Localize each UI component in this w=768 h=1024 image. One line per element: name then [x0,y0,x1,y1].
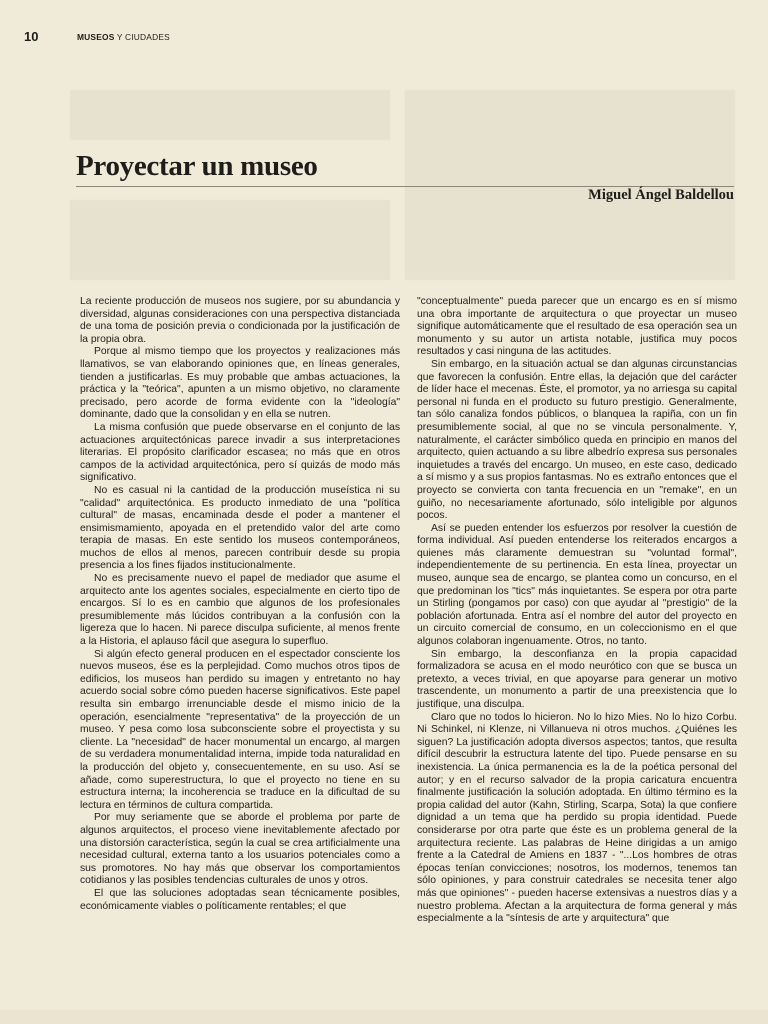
article-title: Proyectar un museo [76,150,318,182]
paragraph: Claro que no todos lo hicieron. No lo hizo Mies. No lo hizo Corbu. Ni Schinkel, ni Klenze, ni Villanueva ni otros muchos. ¿Quiénes les siguen? La justificación adopta diversos aspectos; tantos, que resulta difícil descubrir la estructura latente del tipo. Puede pensarse en su inexistencia. La única permanencia es la de la poética personal del autor; y en el recurso salvador de la propia caricatura encuentra finalmente justificación la solución adoptada. En último término es la propia calidad del autor (Kahn, Stirling, Scarpa, Sota) la que confiere dignidad a un tema que ha perdido su propia identidad. Puede considerarse por otra parte que éste es un problema general de la arquitectura reciente. Las palabras de Heine dirigidas a un amigo frente a la Catedral de Amiens en 1837 - "...Los hombres de otras épocas tenían convicciones; nosotros, los modernos, tenemos tan sólo opiniones, y para construir catedrales se necesita tener algo más que opiniones" - pueden hacerse extensivas a nuestros días y a nuestro problema. Afectan a la arquitectura de forma general y más especialmente a la "síntesis de arte y arquitectura" que [417,711,737,925]
paragraph: La misma confusión que puede observarse en el conjunto de las actuaciones arquitectónicas parece invadir a sus interpretaciones literarias. El propósito clarificador escasea; no más que en otros campos de la actividad arquitectónica, pero sí quizás de modo más significativo. [80,421,400,484]
running-head-section: MUSEOS [77,32,115,42]
show-through-left-top [70,90,390,140]
running-head-rest: Y CIUDADES [114,32,170,42]
running-head [77,32,170,42]
article-author: Miguel Ángel Baldellou [588,187,734,203]
paragraph: La reciente producción de museos nos sugiere, por su abundancia y diversidad, algunas consideraciones con una perspectiva distanciada de una toma de posición previa o condicionada por la justificación de la propia obra. [80,296,400,345]
show-through-right-top [405,90,735,280]
paragraph: El que las soluciones adoptadas sean técnicamente posibles, económicamente viables o políticamente rentables; el que [80,887,400,912]
paragraph: Sin embargo, en la situación actual se dan algunas circunstancias que favorecen la confusión. Entre ellas, la dejación que del carácter de líder hace el mecenas. Éste, el promotor, ya no arriesga su capital personal ni funda en el producto su futuro prestigio. Generalmente, tan sólo canaliza fondos públicos, o blanquea la rapiña, con un fin presumiblemente social, al que no se vincula personalmente. Y, naturalmente, el carácter simbólico queda en principio en manos del arquitecto, quien actuando a su libre albedrío expresa sus personales inquietudes a través del encargo. Un museo, en este caso, dedicado a sí mismo y a sus propios fantasmas. No es extraño entonces que el proyecto se convierta con tanta frecuencia en un "remake", en un guiño, no necesariamente afortunado, sólo inteligible por algunos pocos. [417,358,737,522]
paragraph: "conceptualmente" pueda parecer que un encargo es en sí mismo una obra importante de arquitectura o que proyectar un museo signifique automáticamente que el resultado de esa operación sea un monumento y su autor un artista notable, justifica muy pocos resultados y casi ninguna de las actitudes. [417,296,737,358]
page-number: 10 [24,29,39,44]
left-column [80,296,400,913]
paragraph: No es precisamente nuevo el papel de mediador que asume el arquitecto ante los agentes sociales, especialmente en cierto tipo de encargos. Sí lo es en cambio que algunos de los profesionales presumiblemente más lúcidos contribuyan a la confusión con la ligereza que lo hacen. Ni parece disculpa suficiente, al menos frente a la Historia, el aplauso fácil que asegura lo superfluo. [80,573,400,648]
page-bottom-edge [0,1010,768,1024]
paragraph: Porque al mismo tiempo que los proyectos y realizaciones más llamativos, se van elaborando opiniones que, en líneas generales, tienden a justificarlas. Es muy probable que ambas actuaciones, la práctica y la "teórica", apunten a un mismo objetivo, no claramente precisado, pero acorde de forma evidente con la "ideología" dominante, dado que la consolidan y en ella se nutren. [80,346,400,421]
show-through-left-mid [70,200,390,280]
paragraph: Así se pueden entender los esfuerzos por resolver la cuestión de forma individual. Así pueden entenderse los reiterados encargos a quienes más claramente demuestran su "voluntad formal", independientemente de su pertinencia. En esta línea, proyectar un museo, aunque sea de encargo, se plantea como un concurso, en el que predominan los "tics" más inquietantes. Se espera por otra parte un Stirling (pongamos por caso) con que ayudar al "prestigio" de la población afortunada. Entra así el nombre del autor del proyecto en un circuito comercial de consumo, en un coleccionismo en el que algunos colaboran ingenuamente. Otros, no tanto. [417,522,737,648]
paragraph: Por muy seriamente que se aborde el problema por parte de algunos arquitectos, el proceso viene inevitablemente afectado por una distorsión característica, según la cual se crea artificialmente una necesidad cultural, externa tanto a los usuarios potenciales como a sus promotores. No hay más que observar los comportamientos cotidianos y las posibles tendencias culturales de unos y otros. [80,812,400,887]
right-column [417,296,737,926]
paragraph: Si algún efecto general producen en el espectador consciente los nuevos museos, ése es la perplejidad. Como muchos otros tipos de edificios, los museos han perdido su imagen y entretanto no hay acuerdo social sobre cómo pueden hacerse significativos. Este papel resulta sin embargo irrenunciable desde el mismo inicio de la operación, esencialmente "representativa" de la proyección de un museo. Y pesa como losa subconsciente sobre el proyectista y su cliente. La "necesidad" de hacer monumental un encargo, al margen de su verdadera monumentalidad interna, impide toda naturalidad en la producción del objeto y, consecuentemente, en su uso. Así se añade, como superestructura, lo que el proyecto no tiene en su estructura interna; la incoherencia se traduce en la dificultad de su lectura en términos de cultura compartida. [80,648,400,811]
paragraph: Sin embargo, la desconfianza en la propia capacidad formalizadora se acusa en el modo neurótico con que se busca un pretexto, a veces trivial, en que apoyarse para generar un motivo trascendente, un monumento a partir de una preexistencia que lo justifique, una disculpa. [417,648,737,710]
paragraph: No es casual ni la cantidad de la producción museística ni su "calidad" arquitectónica. Es producto inmediato de una "política cultural" de masas, encaminada desde el poder a mantener el ensimismamiento, apoyada en el pretendido valor del arte como terapia de masas. En este sentido los museos contemporáneos, muchos de ellos al menos, parecen contribuir desde su propia presencia a los fines fijados institucionalmente. [80,484,400,572]
